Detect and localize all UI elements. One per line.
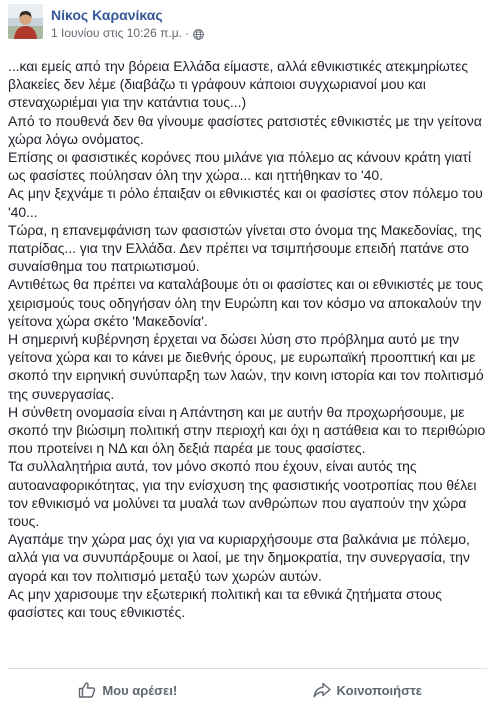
author-name[interactable]: Νίκος Καρανίκας bbox=[51, 7, 163, 23]
post-text-line: ως φασίστες πούλησαν όλη την χώρα... και ηττήθηκαν το '40. bbox=[8, 167, 383, 184]
like-label: Μου αρέσει! bbox=[102, 682, 178, 698]
post-text-line: αλλά για να συνυπάρξουμε οι λαοί, με την δημοκρατία, την συνεργασία, την bbox=[8, 549, 470, 566]
avatar[interactable] bbox=[8, 4, 43, 39]
post-text-line: χώρα λόγω ονόματος. bbox=[8, 130, 144, 147]
post-meta bbox=[51, 25, 204, 41]
meta-separator: · bbox=[184, 26, 189, 40]
globe-icon[interactable] bbox=[193, 28, 204, 39]
post-text-line: Τώρα, η επανεμφάνιση των φασιστών γίνεται στο όνομα της Μακεδονίας, της bbox=[8, 221, 482, 238]
header-text bbox=[51, 4, 204, 41]
share-label: Κοινοποιήστε bbox=[336, 682, 422, 698]
post-text-line: σκοπό την ειρηνική συνύπαρξη των λαών, την κοινη ιστορία και τον πολιτισμό bbox=[8, 367, 484, 384]
share-button[interactable] bbox=[248, 670, 488, 710]
post-text-line: Ας μην χαρισουμε την εξωτερική πολιτική και τα εθνικά ζητήματα στους bbox=[8, 585, 442, 602]
post-text-line: Αγαπάμε την χώρα μας όχι για να κυριαρχήσουμε στα βαλκάνια με πόλεμο, bbox=[8, 531, 470, 548]
post-text-line: Η σύνθετη ονομασία είναι η Απάντηση και με αυτήν θα προχωρήσουμε, με bbox=[8, 403, 465, 420]
post-text-line: της συνεργασίας. bbox=[8, 385, 115, 402]
post-text-line: '40... bbox=[8, 203, 38, 220]
post-text-line: Επίσης οι φασιστικές κορόνες που μιλάνε για πόλεμο ας κάνουν κράτη γιατί bbox=[8, 149, 472, 166]
post-text-line: χειρισμούς τους οδηγήσαν όλη την Ευρώπη και τον κόσμο να αποκαλούν την bbox=[8, 294, 482, 311]
post-text-line: γείτονα χώρα σκέτο 'Μακεδονία'. bbox=[8, 312, 208, 329]
post-text-line: στεναχωριέμαι για την κατάντια τους...) bbox=[8, 94, 247, 111]
post-actions bbox=[8, 670, 487, 710]
post-text-line: γείτονα χώρα και το κάνει με διεθνής όρους, με ευρωπαϊκή προοπτική και με bbox=[8, 349, 476, 366]
post-text-line: πατρίδας... για την Ελλάδα. Δεν πρέπει να τσιμπήσουμε επειδή πατάνε στο bbox=[8, 240, 469, 257]
post-header bbox=[8, 4, 204, 48]
post-text-line: τους. bbox=[8, 513, 40, 530]
post-text-line: Από το πουθενά δεν θα γίνουμε φασίστες ρατσιστές εθνικιστές με την γείτονα bbox=[8, 112, 482, 129]
actions-divider bbox=[8, 668, 487, 669]
thumbs-up-icon bbox=[78, 681, 96, 699]
post-text-line: αυτοαναφορικότητας, για την ενίσχυση της φασιστικής νοοτροπίας που θέλει bbox=[8, 476, 477, 493]
post-text-line: Τα συλλαλητήρια αυτά, τον μόνο σκοπό που έχουν, είναι αυτός της bbox=[8, 458, 417, 475]
post-text-line: τον εθνικισμό να μολύνει τα μυαλά των ανθρώπων που αγαπούν την χώρα bbox=[8, 494, 467, 511]
post-text-line: φασίστες και τους εθνικιστές. bbox=[8, 604, 186, 621]
post-text-line: Ας μην ξεχνάμε τι ρόλο έπαιξαν οι εθνικιστές και οι φασίστες στον πόλεμο του bbox=[8, 185, 483, 202]
post-text-line: ...και εμείς από την βόρεια Ελλάδα είμαστε, αλλά εθνικιστικές ατεκμηρίωτες bbox=[8, 58, 468, 74]
post-text-line: που προτείνει η ΝΔ και όλη δεξιά παρέα με τους φασίστες. bbox=[8, 440, 366, 457]
like-button[interactable] bbox=[8, 670, 248, 710]
share-arrow-icon bbox=[313, 681, 331, 699]
post-text-line: Η σημερινή κυβέρνηση έρχεται να δώσει λύση στο πρόβλημα αυτό με την bbox=[8, 331, 460, 348]
post-text-line: συναίσθημα του πατριωτισμού. bbox=[8, 258, 200, 275]
post-text-line: αγορά και τον πολιτισμό μεταξύ των χωρών αυτών. bbox=[8, 567, 322, 584]
post-text-line: Αντιθέτως θα πρέπει να καταλάβουμε ότι οι φασίστες και οι εθνικιστές με τους bbox=[8, 276, 483, 293]
post-timestamp[interactable]: 1 Ιουνίου στις 10:26 π.μ. bbox=[51, 26, 182, 40]
post-text-line: βλακείες δεν λέμε (διαβάζω τι γράφουν κάποιοι συγχωριανοί μου και bbox=[8, 76, 426, 93]
post-body bbox=[8, 57, 488, 621]
post-text-line: σκοπό την βιώσιμη πολιτική στην περιοχή και όχι η αστάθεια και το περιθώριο bbox=[8, 422, 486, 439]
